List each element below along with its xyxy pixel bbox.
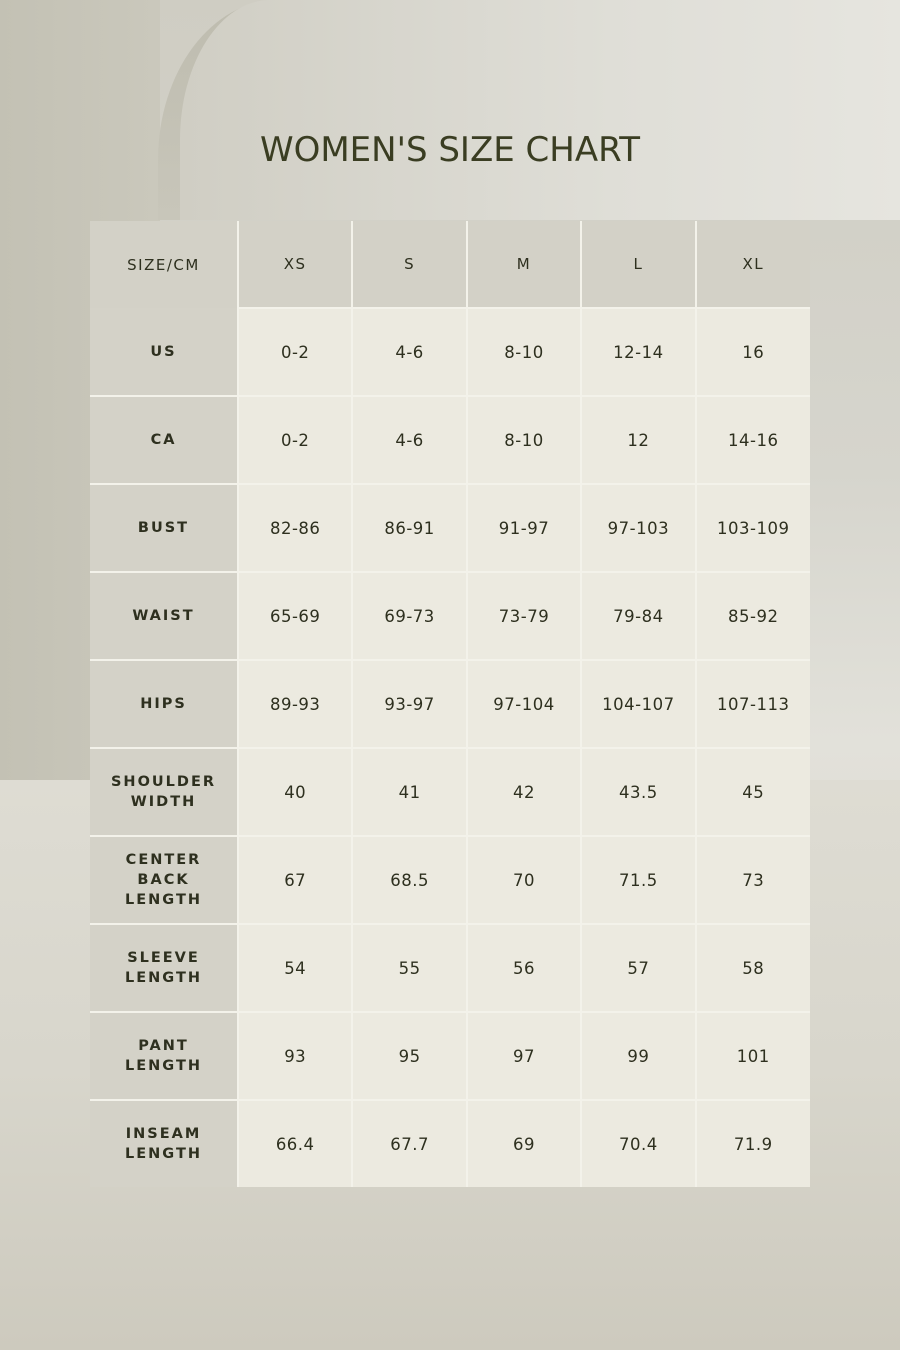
table-row [90,836,810,924]
table-cell: 82-86 [238,484,352,572]
table-cell: 101 [696,1012,810,1100]
table-cell: 69-73 [352,572,466,660]
table-cell: 4-6 [352,308,466,396]
size-header-l: L [581,221,695,308]
table-cell: 14-16 [696,396,810,484]
background-arch-inner [180,0,900,220]
table-cell: 41 [352,748,466,836]
size-header-s: S [352,221,466,308]
table-cell: 42 [467,748,581,836]
table-row [90,924,810,1012]
table-cell: 0-2 [238,308,352,396]
table-cell: 95 [352,1012,466,1100]
table-row [90,1012,810,1100]
table-cell: 8-10 [467,308,581,396]
table-cell: 71.9 [696,1100,810,1187]
table-cell: 58 [696,924,810,1012]
table-cell: 66.4 [238,1100,352,1187]
table-cell: 97-104 [467,660,581,748]
table-cell: 70.4 [581,1100,695,1187]
table-cell: 56 [467,924,581,1012]
table-cell: 97-103 [581,484,695,572]
table-row [90,572,810,660]
table-row [90,308,810,396]
size-header-xs: XS [238,221,352,308]
table-cell: 69 [467,1100,581,1187]
table-cell: 73 [696,836,810,924]
row-label: CA [90,396,238,484]
header-row [90,221,810,308]
row-label: CENTER BACK LENGTH [90,836,238,924]
row-label: HIPS [90,660,238,748]
row-label: US [90,308,238,396]
table-cell: 55 [352,924,466,1012]
table-cell: 73-79 [467,572,581,660]
table-row [90,1100,810,1187]
table-cell: 103-109 [696,484,810,572]
row-label: INSEAM LENGTH [90,1100,238,1187]
row-label: SHOULDER WIDTH [90,748,238,836]
corner-header: SIZE/CM [90,221,238,308]
row-label: PANT LENGTH [90,1012,238,1100]
table-cell: 8-10 [467,396,581,484]
table-cell: 86-91 [352,484,466,572]
table-row [90,748,810,836]
table-cell: 104-107 [581,660,695,748]
table-cell: 107-113 [696,660,810,748]
row-label: WAIST [90,572,238,660]
table-cell: 68.5 [352,836,466,924]
table-cell: 71.5 [581,836,695,924]
table-cell: 79-84 [581,572,695,660]
table-cell: 45 [696,748,810,836]
table-cell: 57 [581,924,695,1012]
table-cell: 93-97 [352,660,466,748]
table-cell: 40 [238,748,352,836]
table-cell: 89-93 [238,660,352,748]
page-title: WOMEN'S SIZE CHART [259,130,641,170]
table-cell: 54 [238,924,352,1012]
table-cell: 12-14 [581,308,695,396]
table-row [90,484,810,572]
size-chart-table [90,221,810,1187]
table-cell: 12 [581,396,695,484]
table-cell: 43.5 [581,748,695,836]
size-header-m: M [467,221,581,308]
table-cell: 70 [467,836,581,924]
table-cell: 99 [581,1012,695,1100]
table-cell: 93 [238,1012,352,1100]
table-cell: 67.7 [352,1100,466,1187]
table-cell: 16 [696,308,810,396]
row-label: BUST [90,484,238,572]
table-cell: 4-6 [352,396,466,484]
table-cell: 0-2 [238,396,352,484]
size-header-xl: XL [696,221,810,308]
table-row [90,396,810,484]
row-label: SLEEVE LENGTH [90,924,238,1012]
table-cell: 67 [238,836,352,924]
table-row [90,660,810,748]
table-cell: 97 [467,1012,581,1100]
table-cell: 65-69 [238,572,352,660]
table-cell: 91-97 [467,484,581,572]
table-cell: 85-92 [696,572,810,660]
